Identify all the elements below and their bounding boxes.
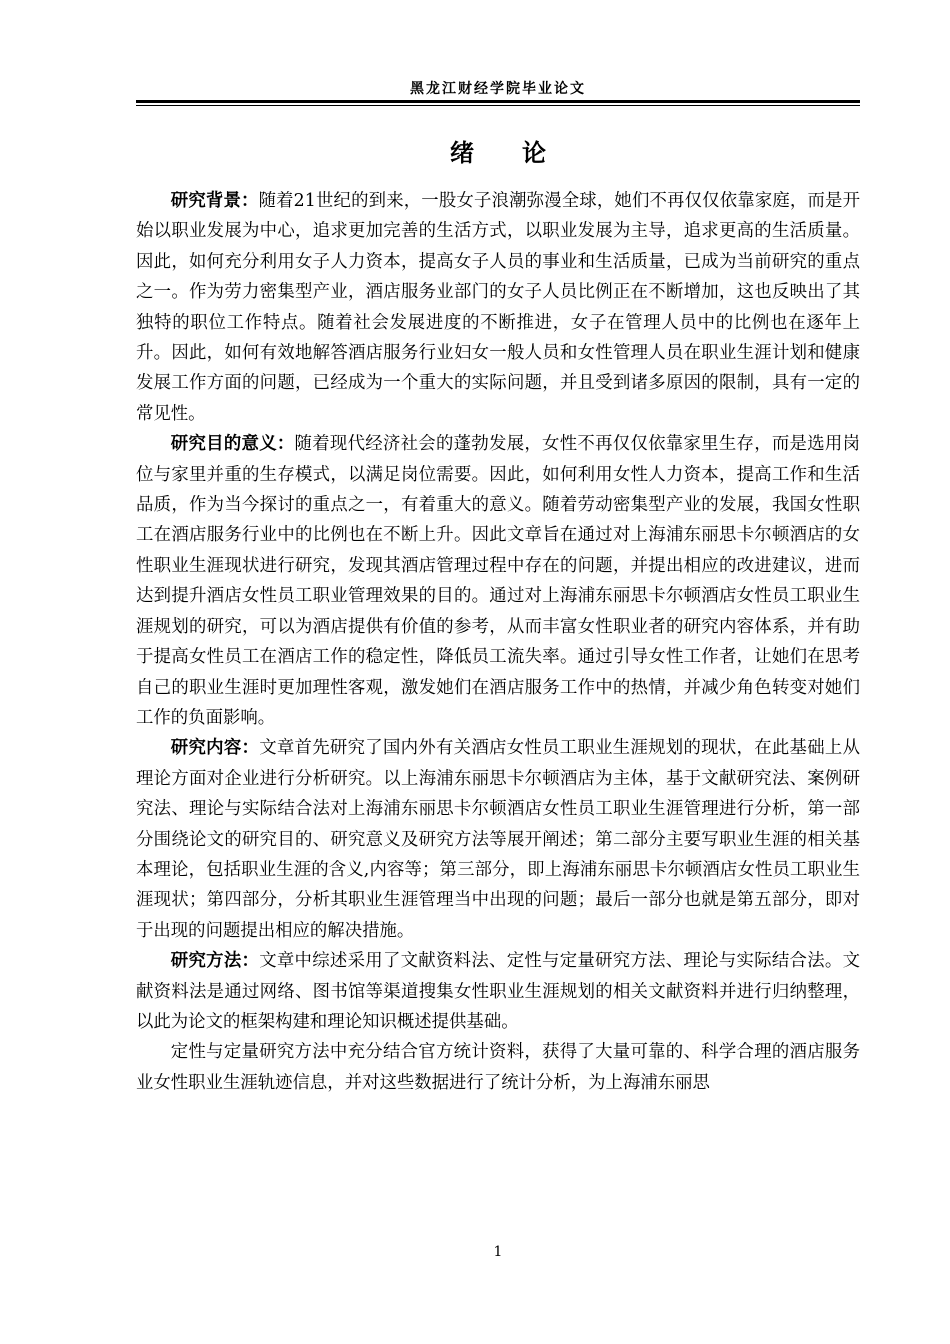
paragraph-text: 随着21世纪的到来，一股女子浪潮弥漫全球，她们不再仅仅依靠家庭，而是开始以职业发展为中心，追求更加完善的生活方式，以职业发展为主导，追求更高的生活质量。因此，如何充分利用女子人力资本，提高女子人员的事业和生活质量，已成为当前研究的重点之一。作为劳力密集型产业，酒店服务业部门的女子人员比例正在不断增加，这也反映出了其独特的职位工作特点。随着社会发展进度的不断推进，女子在管理人员中的比例也在逐年上升。因此，如何有效地解答酒店服务行业妇女一般人员和女性管理人员在职业生涯计划和健康发展工作方面的问题，已经成为一个重大的实际问题，并且受到诸多原因的限制，具有一定的常见性。 bbox=[136, 191, 860, 424]
header-rule-thin bbox=[136, 105, 860, 106]
paragraph-lead: 研究目的意义： bbox=[170, 434, 295, 455]
paragraph-content bbox=[136, 733, 860, 946]
paragraph-methods bbox=[136, 946, 860, 1037]
running-header: 黑龙江财经学院毕业论文 bbox=[410, 81, 586, 97]
paragraph-text: 定性与定量研究方法中充分结合官方统计资料，获得了大量可靠的、科学合理的酒店服务业女性职业生涯轨迹信息，并对这些数据进行了统计分析，为上海浦东丽思 bbox=[136, 1042, 860, 1093]
paragraph-lead: 研究内容： bbox=[170, 738, 260, 759]
paragraph-text: 文章首先研究了国内外有关酒店女性员工职业生涯规划的现状，在此基础上从理论方面对企业进行分析研究。以上海浦东丽思卡尔顿酒店为主体，基于文献研究法、案例研究法、理论与实际结合法对上海浦东丽思卡尔顿酒店女性员工职业生涯管理进行分析，第一部分围绕论文的研究目的、研究意义及研究方法等展开阐述；第二部分主要写职业生涯的相关基本理论，包括职业生涯的含义,内容等；第三部分，即上海浦东丽思卡尔顿酒店女性员工职业生涯现状；第四部分，分析其职业生涯管理当中出现的问题；最后一部分也就是第五部分，即对于出现的问题提出相应的解决措施。 bbox=[136, 738, 860, 941]
paragraph-text: 随着现代经济社会的蓬勃发展，女性不再仅仅依靠家里生存，而是选用岗位与家里并重的生存模式，以满足岗位需要。因此，如何利用女性人力资本，提高工作和生活品质，作为当今探讨的重点之一，有着重大的意义。随着劳动密集型产业的发展，我国女性职工在酒店服务行业中的比例也在不断上升。因此文章旨在通过对上海浦东丽思卡尔顿酒店的女性职业生涯现状进行研究，发现其酒店管理过程中存在的问题，并提出相应的改进建议，进而达到提升酒店女性员工职业管理效果的目的。通过对上海浦东丽思卡尔顿酒店女性员工职业生涯规划的研究，可以为酒店提供有价值的参考，从而丰富女性职业者的研究内容体系，并有助于提高女性员工在酒店工作的稳定性，降低员工流失率。通过引导女性工作者，让她们在思考自己的职业生涯时更加理性客观，激发她们在酒店服务工作中的热情，并减少角色转变对她们工作的负面影响。 bbox=[136, 434, 860, 728]
paragraph-lead: 研究背景： bbox=[170, 191, 259, 211]
paragraph-quantitative bbox=[136, 1037, 860, 1098]
body-text bbox=[136, 186, 860, 1098]
page-number: 1 bbox=[493, 1244, 503, 1260]
paragraph-text: 文章中综述采用了文献资料法、定性与定量研究方法、理论与实际结合法。文献资料法是通过网络、图书馆等渠道搜集女性职业生涯规划的相关文献资料并进行归纳整理，以此为论文的框架构建和理论知识概述提供基础。 bbox=[136, 951, 860, 1032]
paragraph-background bbox=[136, 186, 860, 429]
header-rule bbox=[136, 100, 860, 103]
chapter-title: 绪论 bbox=[450, 139, 594, 167]
paragraph-lead: 研究方法： bbox=[170, 951, 260, 972]
paragraph-purpose bbox=[136, 429, 860, 733]
